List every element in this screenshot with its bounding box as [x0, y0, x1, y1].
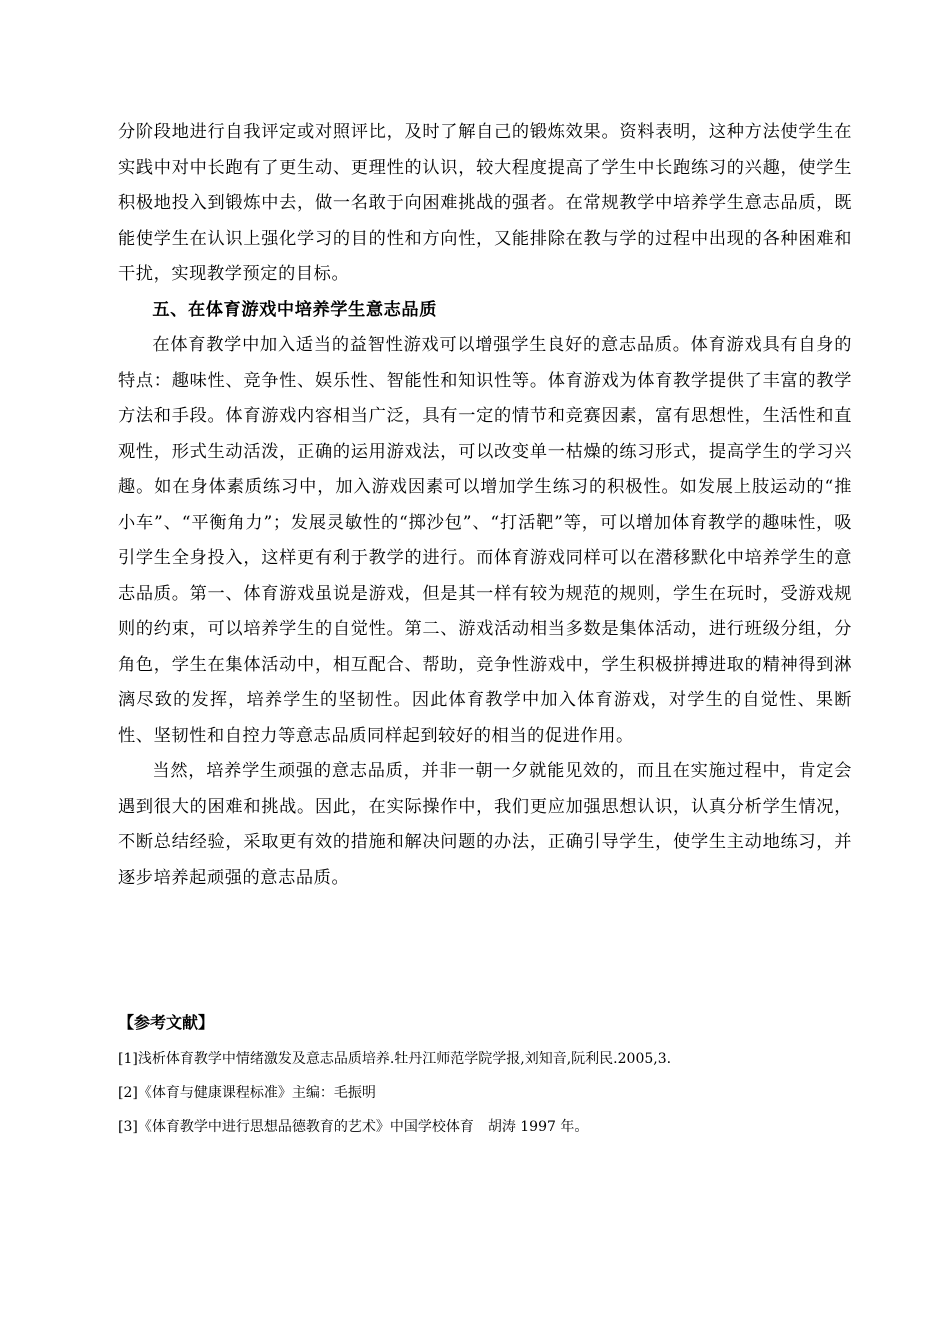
paragraph-conclusion: 当然，培养学生顽强的意志品质，并非一朝一夕就能见效的，而且在实施过程中，肯定会遇到很大的困难和挑战。因此，在实际操作中，我们更应加强思想认识，认真分析学生情况，不断总结经验，采取更有效的措施和解决问题的办法，正确引导学生，使学生主动地练习，并逐步培养起顽强的意志品质。 — [118, 761, 852, 888]
reference-item: [2]《体育与健康课程标准》主编：毛振明 — [118, 1085, 376, 1101]
body-text — [118, 115, 852, 896]
paragraph-continued: 分阶段地进行自我评定或对照评比，及时了解自己的锻炼效果。资料表明，这种方法使学生在实践中对中长跑有了更生动、更理性的认识，较大程度提高了学生中长跑练习的兴趣，使学生积极地投入到锻炼中去，做一名敢于向困难挑战的强者。在常规教学中培养学生意志品质，既能使学生在认识上强化学习的目的性和方向性，又能排除在教与学的过程中出现的各种困难和干扰，实现教学预定的目标。 — [118, 122, 852, 284]
references-list — [118, 1042, 852, 1144]
references-title: 【参考文献】 — [118, 1013, 215, 1032]
reference-item: [3]《体育教学中进行思想品德教育的艺术》中国学校体育 胡涛 1997 年。 — [118, 1119, 589, 1135]
references-section — [118, 1008, 852, 1144]
reference-item: [1]浅析体育教学中情绪激发及意志品质培养.牡丹江师范学院学报,刘知音,阮利民.2005,3. — [118, 1051, 672, 1067]
paragraph-games: 在体育教学中加入适当的益智性游戏可以增强学生良好的意志品质。体育游戏具有自身的特点：趣味性、竞争性、娱乐性、智能性和知识性等。体育游戏为体育教学提供了丰富的教学方法和手段。体育游戏内容相当广泛，具有一定的情节和竞赛因素，富有思想性，生活性和直观性，形式生动活泼，正确的运用游戏法，可以改变单一枯燥的练习形式，提高学生的学习兴趣。如在身体素质练习中，加入游戏因素可以增加学生练习的积极性。如发展上肢运动的“推小车”、“平衡角力”；发展灵敏性的“掷沙包”、“打活靶”等，可以增加体育教学的趣味性，吸引学生全身投入，这样更有利于教学的进行。而体育游戏同样可以在潜移默化中培养学生的意志品质。第一、体育游戏虽说是游戏，但是其一样有较为规范的规则，学生在玩时，受游戏规则的约束，可以培养学生的自觉性。第二、游戏活动相当多数是集体活动，进行班级分组，分角色，学生在集体活动中，相互配合、帮助，竞争性游戏中，学生积极拼搏进取的精神得到淋漓尽致的发挥，培养学生的坚韧性。因此体育教学中加入体育游戏，对学生的自觉性、果断性、坚韧性和自控力等意志品质同样起到较好的相当的促进作用。 — [118, 335, 852, 746]
section-heading: 五、在体育游戏中培养学生意志品质 — [152, 299, 437, 320]
